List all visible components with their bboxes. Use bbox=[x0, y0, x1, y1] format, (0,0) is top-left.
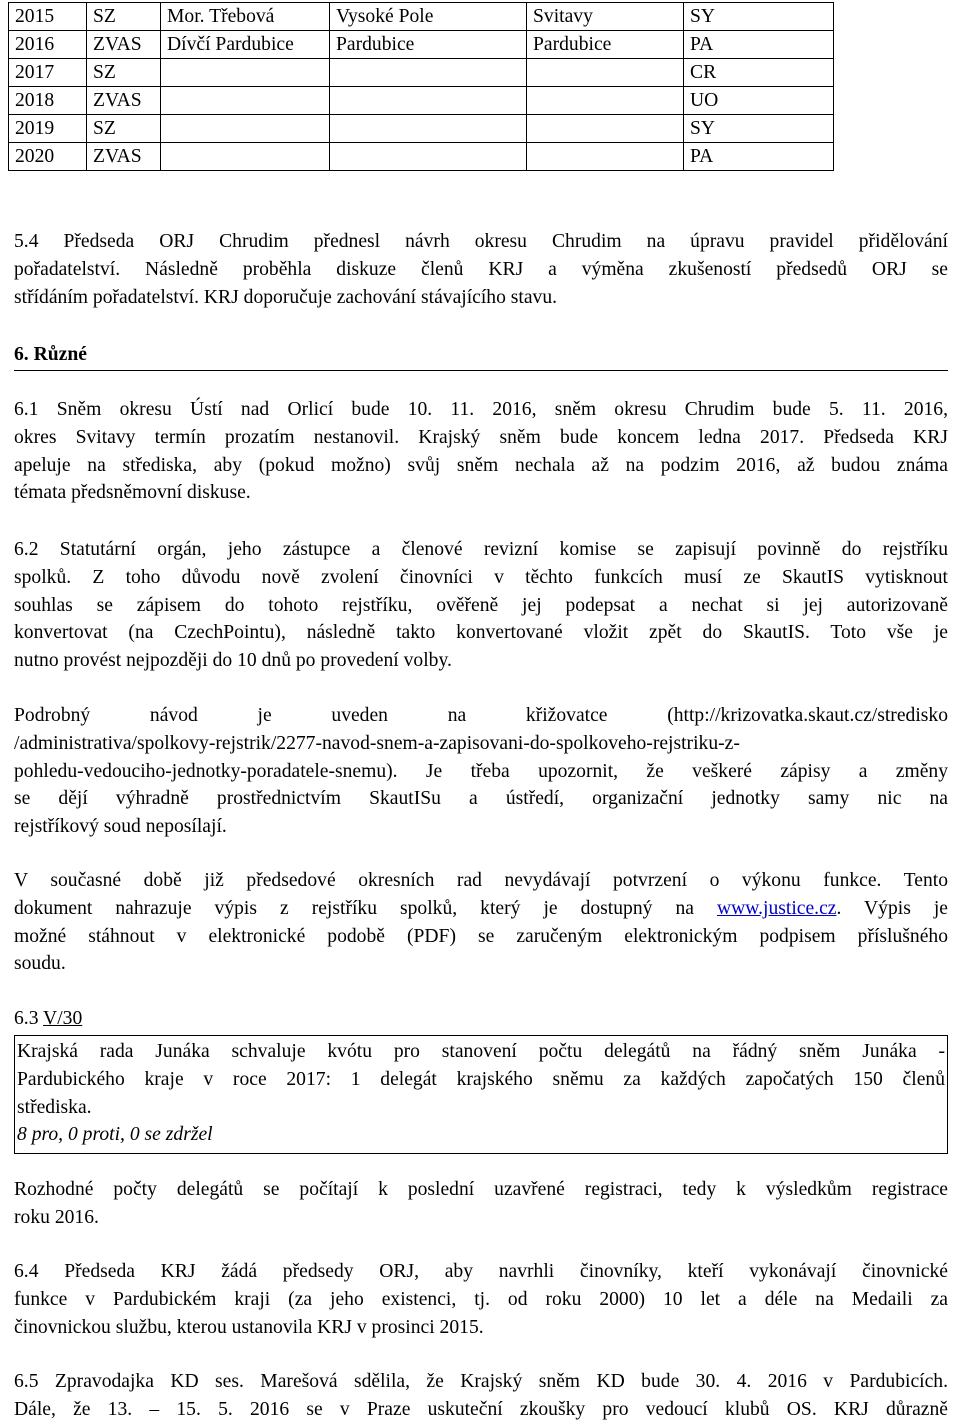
table-cell: 2019 bbox=[9, 115, 87, 143]
table-row bbox=[9, 59, 834, 87]
table-cell: ZVAS bbox=[87, 143, 161, 171]
text-line: 6.1 Sněm okresu Ústí nad Orlicí bude 10. 11. 2016, sněm okresu Chrudim bude 5. 11. 2016, bbox=[14, 399, 948, 420]
section-6-5 bbox=[14, 1368, 948, 1424]
text-line: /administrativa/spolkovy-rejstrik/2277-navod-snem-a-zapisovani-do-spolkoveho-rejstriku-z- bbox=[14, 732, 740, 754]
table-cell: SZ bbox=[87, 59, 161, 87]
text-line: rejstříkový soud neposílají. bbox=[14, 816, 227, 838]
table-cell bbox=[161, 143, 330, 171]
table-cell: ZVAS bbox=[87, 87, 161, 115]
table-cell bbox=[161, 115, 330, 143]
table-cell bbox=[527, 59, 684, 87]
guide-paragraph bbox=[14, 702, 948, 841]
table-cell: SZ bbox=[87, 3, 161, 31]
table-cell bbox=[527, 143, 684, 171]
table-cell bbox=[330, 115, 527, 143]
section-6-2 bbox=[14, 536, 948, 675]
resolution-code: V/30 bbox=[43, 1008, 83, 1029]
text-line: soudu. bbox=[14, 953, 66, 975]
table-cell: Pardubice bbox=[527, 31, 684, 59]
text-line: pořadatelství. Následně proběhla diskuze členů KRJ a výměna zkušeností předsedů ORJ se bbox=[14, 258, 948, 280]
text-line bbox=[14, 895, 948, 923]
text-line: střídáním pořadatelství. KRJ doporučuje zachování stávajícího stavu. bbox=[14, 286, 558, 308]
table-cell: Pardubice bbox=[330, 31, 527, 59]
table-cell: Svitavy bbox=[527, 3, 684, 31]
text-line: činovnickou službu, kterou ustanovila KRJ v prosinci 2015. bbox=[14, 1316, 484, 1338]
text-line: spolků. Z toho důvodu nově zvolení činovníci v těchto funkcích musí ze SkautIS vytisknout bbox=[14, 566, 948, 588]
text-line: roku 2016. bbox=[14, 1206, 99, 1228]
delegates-paragraph bbox=[14, 1176, 948, 1232]
section-6-4 bbox=[14, 1258, 948, 1341]
table-row bbox=[9, 3, 834, 31]
text-line: 5.4 Předseda ORJ Chrudim přednesl návrh okresu Chrudim na úpravu pravidel přidělování bbox=[14, 231, 948, 252]
table-cell: Mor. Třebová bbox=[161, 3, 330, 31]
current-paragraph bbox=[14, 867, 948, 978]
table-cell: SY bbox=[684, 3, 834, 31]
vote-result: 8 pro, 0 proti, 0 se zdržel bbox=[17, 1124, 213, 1146]
section-heading-6: 6. Různé bbox=[14, 342, 948, 371]
table-cell: Dívčí Pardubice bbox=[161, 31, 330, 59]
table-cell: SZ bbox=[87, 115, 161, 143]
table-cell: 2017 bbox=[9, 59, 87, 87]
table-cell: UO bbox=[684, 87, 834, 115]
table-cell: CR bbox=[684, 59, 834, 87]
resolution-box bbox=[14, 1035, 948, 1154]
text-line: 6.4 Předseda KRJ žádá předsedy ORJ, aby navrhli činovníky, kteří vykonávají činovnické bbox=[14, 1261, 948, 1282]
table-cell: 2015 bbox=[9, 3, 87, 31]
text-line: Rozhodné počty delegátů se počítají k poslední uzavřené registraci, tedy k výsledkům registrace bbox=[14, 1179, 948, 1200]
table-cell bbox=[527, 87, 684, 115]
table-row bbox=[9, 87, 834, 115]
table-cell: SY bbox=[684, 115, 834, 143]
text-line: V současné době již předsedové okresních rad nevydávají potvrzení o výkonu funkce. Tento bbox=[14, 870, 948, 891]
table-cell: 2018 bbox=[9, 87, 87, 115]
section-number: 6.3 bbox=[14, 1008, 44, 1029]
text-line: funkce v Pardubickém kraji (za jeho existenci, tj. od roku 2000) 10 let a déle na Medaili za bbox=[14, 1288, 948, 1310]
text-line: Dále, že 13. – 15. 5. 2016 se v Praze uskuteční zkoušky pro vedoucí klubů OS. KRJ důrazně bbox=[14, 1398, 948, 1420]
table-row bbox=[9, 31, 834, 59]
table-cell bbox=[161, 87, 330, 115]
text-line: Krajská rada Junáka schvaluje kvótu pro stanovení počtu delegátů na řádný sněm Junáka - bbox=[17, 1041, 945, 1062]
table-cell bbox=[330, 59, 527, 87]
text-line: souhlas se zápisem do tohoto rejstříku, ověřeně jej podepsat a nechat si jej autorizovaně bbox=[14, 594, 948, 616]
justice-link[interactable]: www.justice.cz bbox=[716, 897, 837, 919]
text-line: 6.5 Zpravodajka KD ses. Marešová sdělila, že Krajský sněm KD bude 30. 4. 2016 v Pardubicích. bbox=[14, 1371, 948, 1392]
section-6-3-heading bbox=[14, 1005, 82, 1032]
section-6-1 bbox=[14, 396, 948, 507]
schedule-table-body bbox=[9, 3, 834, 171]
table-cell bbox=[330, 87, 527, 115]
text-line: Podrobný návod je uveden na křižovatce (http://krizovatka.skaut.cz/stredisko bbox=[14, 705, 948, 726]
text-line: pohledu-vedouciho-jednotky-poradatele-snemu). Je třeba upozornit, že veškeré zápisy a změny bbox=[14, 760, 948, 782]
table-row bbox=[9, 115, 834, 143]
text-line: se dějí výhradně prostřednictvím SkautISu a ústředí, organizační jednotky samy nic na bbox=[14, 788, 948, 810]
table-cell bbox=[161, 59, 330, 87]
table-cell: 2016 bbox=[9, 31, 87, 59]
table-cell: Vysoké Pole bbox=[330, 3, 527, 31]
table-cell: 2020 bbox=[9, 143, 87, 171]
text-fragment: . Výpis je bbox=[836, 897, 948, 919]
schedule-table bbox=[8, 2, 834, 171]
text-line: apeluje na střediska, aby (pokud možno) svůj sněm nechala až na podzim 2016, až budou známa bbox=[14, 454, 948, 476]
table-cell bbox=[527, 115, 684, 143]
text-line: okres Svitavy termín prozatím nestanovil. Krajský sněm bude koncem ledna 2017. Předseda KRJ bbox=[14, 426, 948, 448]
text-line: 6.2 Statutární orgán, jeho zástupce a členové revizní komise se zapisují povinně do rejstříku bbox=[14, 539, 948, 560]
text-line: střediska. bbox=[17, 1096, 92, 1118]
text-line: možné stáhnout v elektronické podobě (PDF) se zaručeným elektronickým podpisem příslušného bbox=[14, 925, 948, 947]
table-row bbox=[9, 143, 834, 171]
table-cell: ZVAS bbox=[87, 31, 161, 59]
table-cell: PA bbox=[684, 143, 834, 171]
text-line: Pardubického kraje v roce 2017: 1 delegát krajského sněmu za každých započatých 150 členů bbox=[17, 1068, 945, 1090]
text-line: konvertovat (na CzechPointu), následně takto konvertované vložit zpět do SkautIS. Toto vše je bbox=[14, 622, 948, 644]
section-5-4 bbox=[14, 228, 948, 311]
text-line: nutno provést nejpozději do 10 dnů po provedení volby. bbox=[14, 650, 452, 672]
text-line: témata předsněmovní diskuse. bbox=[14, 482, 251, 504]
table-cell bbox=[330, 143, 527, 171]
text-fragment: dokument nahrazuje výpis z rejstříku spolků, který je dostupný na bbox=[14, 897, 717, 919]
table-cell: PA bbox=[684, 31, 834, 59]
